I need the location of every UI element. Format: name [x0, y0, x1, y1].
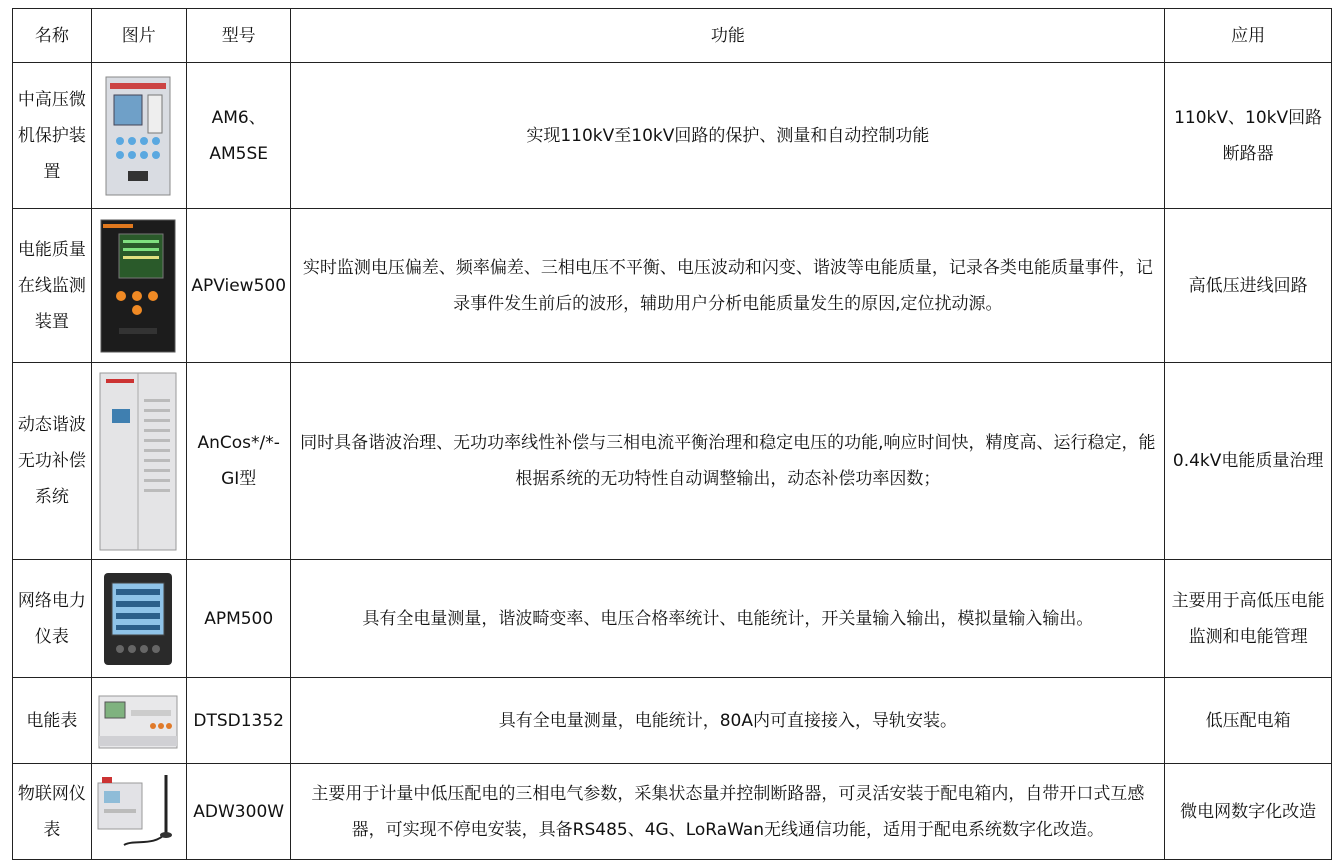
row-name: 物联网仪表 — [13, 764, 92, 860]
row-name: 动态谐波无功补偿系统 — [13, 363, 92, 560]
row-model: AM6、AM5SE — [186, 63, 291, 209]
energy-meter-icon — [92, 686, 184, 756]
row-function: 主要用于计量中低压配电的三相电气参数，采集状态量并控制断路器，可灵活安装于配电箱内，自带开口式互感器，可实现不停电安装，具备RS485、4G、LoRaWan无线通信功能，适用于配电系统数字化改造。 — [291, 764, 1165, 860]
row-function: 实时监测电压偏差、频率偏差、三相电压不平衡、电压波动和闪变、谐波等电能质量，记录各类电能质量事件，记录事件发生前后的波形，辅助用户分析电能质量发生的原因,定位扰动源。 — [291, 209, 1165, 363]
row-name: 电能质量在线监测装置 — [13, 209, 92, 363]
row-application: 110kV、10kV回路断路器 — [1165, 63, 1332, 209]
product-table — [12, 8, 1332, 860]
row-function: 实现110kV至10kV回路的保护、测量和自动控制功能 — [291, 63, 1165, 209]
row-application: 主要用于高低压电能监测和电能管理 — [1165, 560, 1332, 678]
header-function: 功能 — [291, 9, 1165, 63]
table-row — [13, 764, 1332, 860]
protection-relay-icon — [92, 71, 184, 201]
row-application: 低压配电箱 — [1165, 678, 1332, 764]
power-quality-monitor-icon — [92, 216, 184, 356]
row-model: ADW300W — [186, 764, 291, 860]
row-name: 网络电力仪表 — [13, 560, 92, 678]
row-function: 具有全电量测量，谐波畸变率、电压合格率统计、电能统计，开关量输入输出，模拟量输入输出。 — [291, 560, 1165, 678]
header-application: 应用 — [1165, 9, 1332, 63]
row-model: APView500 — [186, 209, 291, 363]
table-row — [13, 63, 1332, 209]
header-name: 名称 — [13, 9, 92, 63]
row-model: DTSD1352 — [186, 678, 291, 764]
power-meter-icon — [92, 567, 184, 671]
row-model: APM500 — [186, 560, 291, 678]
table-row — [13, 560, 1332, 678]
row-function: 具有全电量测量，电能统计，80A内可直接接入，导轨安装。 — [291, 678, 1165, 764]
row-function: 同时具备谐波治理、无功功率线性补偿与三相电流平衡治理和稳定电压的功能,响应时间快，精度高、运行稳定，能根据系统的无功特性自动调整输出，动态补偿功率因数； — [291, 363, 1165, 560]
table-row — [13, 678, 1332, 764]
header-model: 型号 — [186, 9, 291, 63]
iot-meter-antenna-icon — [92, 769, 184, 855]
compensation-cabinet-icon — [92, 369, 184, 554]
row-application: 微电网数字化改造 — [1165, 764, 1332, 860]
row-name: 电能表 — [13, 678, 92, 764]
row-model: AnCos*/*-GⅠ型 — [186, 363, 291, 560]
table-row — [13, 363, 1332, 560]
row-application: 高低压进线回路 — [1165, 209, 1332, 363]
header-image: 图片 — [91, 9, 186, 63]
row-application: 0.4kV电能质量治理 — [1165, 363, 1332, 560]
row-name: 中高压微机保护装置 — [13, 63, 92, 209]
header-row — [13, 9, 1332, 63]
table-row — [13, 209, 1332, 363]
